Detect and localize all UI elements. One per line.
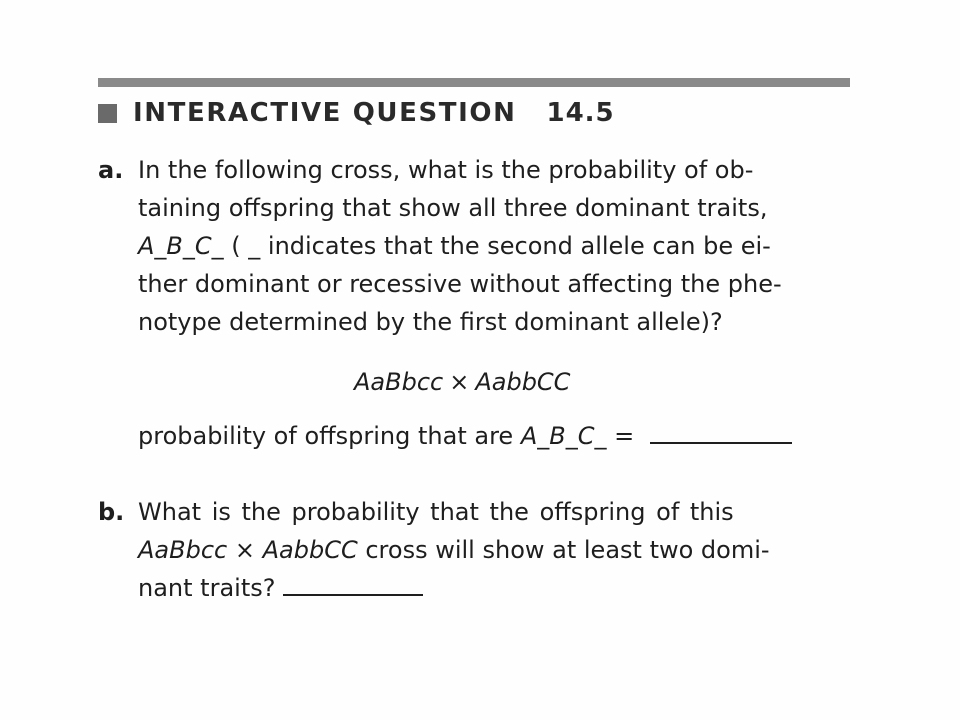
part-a-line-5: notype determined by the first dominant allele)? <box>138 308 723 336</box>
part-a-line-4: ther dominant or recessive without affecting the phe- <box>138 270 782 298</box>
question-heading <box>98 95 615 131</box>
part-b-cross-parent-1: AaBbcc <box>138 536 228 564</box>
square-bullet-icon <box>98 104 117 123</box>
answer-blank-b[interactable] <box>283 594 423 596</box>
part-a-marker: a. <box>98 156 124 184</box>
cross-parent-2: AabbCC <box>475 368 571 396</box>
part-a-line-3 <box>138 228 771 264</box>
cross-equation <box>354 364 570 400</box>
answer-prompt: probability of offspring that are <box>138 422 514 450</box>
cross-parent-1: AaBbcc <box>354 368 444 396</box>
part-b-marker: b. <box>98 498 125 526</box>
part-b-line-3 <box>138 570 423 606</box>
part-b-cross-times-symbol: × <box>234 536 255 564</box>
heading-number: 14.5 <box>546 98 615 128</box>
part-b-cross-parent-2: AabbCC <box>262 536 358 564</box>
heading-title: INTERACTIVE QUESTION <box>133 98 517 128</box>
part-b-line-2-text: cross will show at least two domi- <box>365 536 770 564</box>
part-b-line-3-text: nant traits? <box>138 574 276 602</box>
part-a-line-1: In the following cross, what is the probability of ob- <box>138 156 754 184</box>
cross-times-symbol: × <box>449 368 470 396</box>
answer-equals: = <box>614 422 635 450</box>
answer-genotype: A_B_C_ <box>520 422 607 450</box>
part-a-line-2: taining offspring that show all three dominant traits, <box>138 194 768 222</box>
part-a-line-3-text: ( _ indicates that the second allele can be ei- <box>231 232 771 260</box>
top-rule <box>98 78 850 87</box>
answer-blank-a[interactable] <box>650 442 792 444</box>
part-b-line-1: What is the probability that the offspring of this <box>138 498 734 526</box>
genotype-label: A_B_C_ <box>138 232 224 260</box>
part-b-line-2 <box>138 532 770 568</box>
part-a-answer-line <box>138 418 792 454</box>
